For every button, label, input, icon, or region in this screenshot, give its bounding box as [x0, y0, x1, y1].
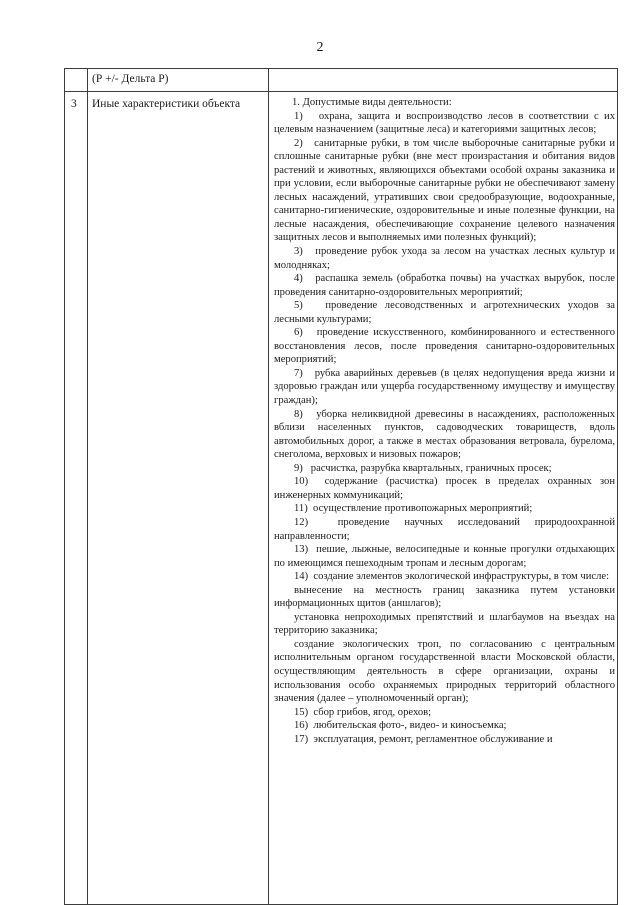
list-item: 2) санитарные рубки, в том числе выборочные санитарные рубки и сплошные санитарные рубки (вне мест произрастания и обитания видов растений и животных, являющихся объектами особой охраны заказника и при условии, если выборочные санитарные рубки не обеспечивают замену лесных насаждений, утративших свои средообразующие, водоохранные, санитарно-гигиенические, оздоровительные и иные полезные функции, на лесные насаждения, обеспечивающие сохранение целевого назначения защитных лесов и выполняемых ими полезных функций); — [274, 137, 615, 244]
table-cell-number — [65, 69, 88, 92]
list-item: 12) проведение научных исследований природоохранной направленности; — [274, 516, 615, 542]
list-item: 11) осуществление противопожарных мероприятий; — [294, 503, 533, 515]
table-cell-number — [65, 92, 88, 905]
list-item: 15) сбор грибов, ягод, орехов; — [294, 706, 432, 718]
list-item: 8) уборка неликвидной древесины в насаждениях, расположенных вблизи населенных пунктов, садоводческих товариществ, вдоль автомобильных дорог, а также в местах образования ветровала, бурелома, снеголома, верховых и низовых пожаров; — [274, 408, 615, 461]
table-row — [65, 92, 618, 905]
list-item: 13) пешие, лыжные, велосипедные и конные прогулки отдыхающих по имеющимся пешеходным тропам и лесным дорогам; — [274, 544, 615, 569]
table-row — [65, 69, 618, 92]
list-item: 6) проведение искусственного, комбинированного и естественного восстановления лесов, после проведения санитарно-оздоровительных мероприятий; — [274, 327, 615, 366]
list-item: создание экологических троп, по согласованию с центральным исполнительным органом государственной власти Московской области, осуществляющим деятельность в сфере организации, охраны и использования особо охраняемых природных территорий областного значения (далее – уполномоченный орган); — [274, 638, 615, 705]
list-item: вынесение на местность границ заказника путем установки информационных щитов (аншлагов); — [274, 584, 615, 610]
list-item: 14) создание элементов экологической инфраструктуры, в том числе: — [294, 571, 610, 583]
list-item: 3) проведение рубок ухода за лесом на участках лесных культур и молодняках; — [274, 246, 615, 271]
list-item: 10) содержание (расчистка) просек в пределах охранных зон инженерных коммуникаций; — [274, 476, 615, 501]
list-item: 7) рубка аварийных деревьев (в целях недопущения вреда жизни и здоровью граждан или ущерба государственному имуществу и имуществу граждан); — [274, 367, 615, 407]
list-item: 9) расчистка, разрубка квартальных, граничных просек; — [294, 462, 552, 474]
activities-list — [269, 92, 617, 746]
list-item: 16) любительская фото-, видео- и киносъемка; — [294, 720, 507, 732]
characteristics-table — [64, 68, 618, 905]
list-item: 17) эксплуатация, ремонт, регламентное обслуживание и — [294, 733, 553, 745]
list-item: 4) распашка земель (обработка почвы) на участках вырубок, после проведения санитарно-оздоровительных мероприятий; — [274, 273, 615, 298]
row-label: (Р +/- Дельта Р) — [92, 73, 169, 85]
table-cell-content — [269, 92, 618, 905]
list-item: 1) охрана, защита и воспроизводство лесов в соответствии с их целевым назначением (защитные леса) и категориями защитных лесов; — [274, 110, 615, 136]
activities-heading: 1. Допустимые виды деятельности: — [292, 97, 452, 108]
list-item: установка непроходимых препятствий и шлагбаумов на въездах на территорию заказника; — [274, 611, 615, 637]
row-label: Иные характеристики объекта — [92, 98, 241, 110]
page-number: 2 — [316, 40, 324, 55]
table-cell-label — [88, 69, 269, 92]
table-cell-label — [88, 92, 269, 905]
row-number: 3 — [71, 98, 77, 110]
table-cell-content — [269, 69, 618, 92]
list-item: 5) проведение лесоводственных и агротехнических уходов за лесными культурами; — [274, 300, 615, 325]
